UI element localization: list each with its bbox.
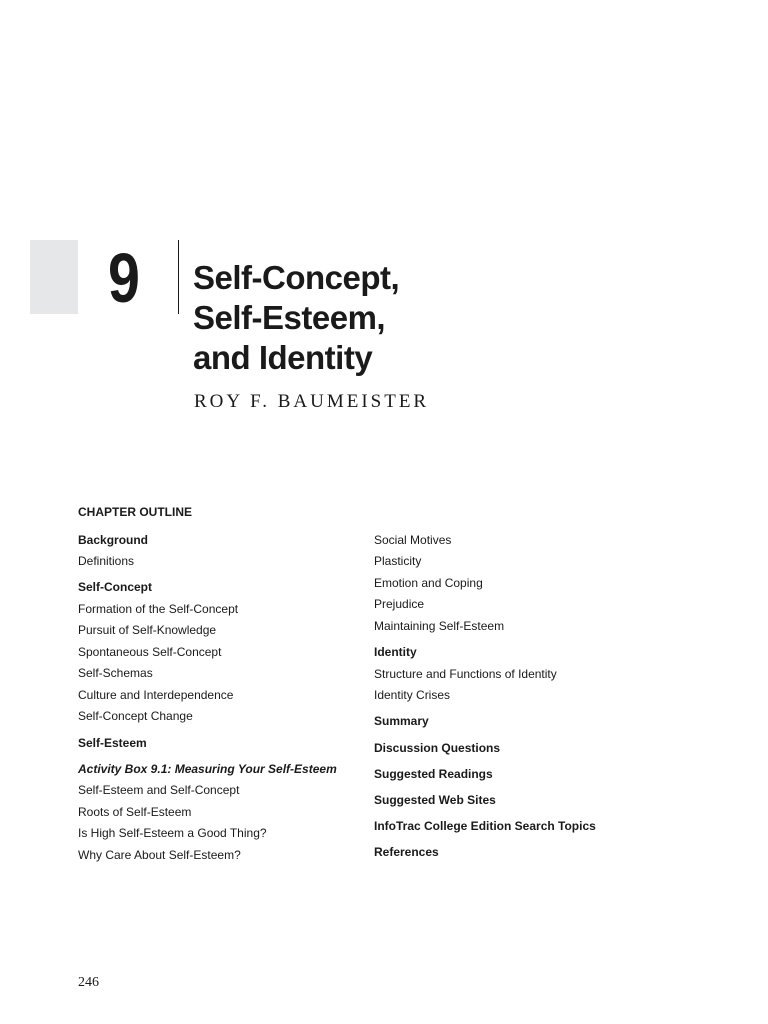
outline-entry: Emotion and Coping: [374, 576, 483, 590]
chapter-title: [193, 258, 399, 378]
outline-entry: Identity Crises: [374, 688, 451, 702]
outline-entry: Self-Concept Change: [78, 709, 193, 723]
outline-entry: Spontaneous Self-Concept: [78, 645, 222, 659]
chapter-title-line-2: Self-Esteem,: [193, 299, 386, 336]
outline-entry: Formation of the Self-Concept: [78, 602, 239, 616]
outline-section-heading: Suggested Readings: [374, 767, 493, 781]
outline-entry: Roots of Self-Esteem: [78, 805, 192, 819]
outline-section-heading: Background: [78, 533, 149, 547]
page-number: 246: [78, 975, 99, 990]
outline-section-heading: Suggested Web Sites: [374, 793, 496, 807]
title-divider-rule: [178, 240, 179, 314]
outline-entry: Structure and Functions of Identity: [374, 667, 557, 681]
outline-entry: Pursuit of Self-Knowledge: [78, 623, 217, 637]
author-name: ROY F. BAUMEISTER: [194, 391, 430, 412]
chapter-title-line-3: and Identity: [193, 339, 373, 376]
outline-entry: Definitions: [78, 554, 135, 568]
outline-heading: CHAPTER OUTLINE: [78, 505, 192, 519]
outline-section-heading: Self-Concept: [78, 580, 153, 594]
outline-entry: Self-Esteem and Self-Concept: [78, 783, 240, 797]
outline-entry: Prejudice: [374, 597, 425, 611]
chapter-tab-block: [30, 240, 78, 314]
outline-section-heading: Self-Esteem: [78, 736, 147, 750]
outline-section-heading: Summary: [374, 714, 429, 728]
outline-entry: Is High Self-Esteem a Good Thing?: [78, 826, 267, 840]
outline-section-heading: Activity Box 9.1: Measuring Your Self-Esteem: [78, 762, 337, 776]
outline-entry: Plasticity: [374, 554, 422, 568]
outline-section-heading: References: [374, 845, 439, 859]
chapter-number: 9: [108, 239, 139, 317]
chapter-title-line-1: Self-Concept,: [193, 259, 400, 296]
outline-section-heading: InfoTrac College Edition Search Topics: [374, 819, 596, 833]
outline-section-heading: Identity: [374, 645, 417, 659]
outline-entry: Self-Schemas: [78, 666, 153, 680]
outline-entry: Social Motives: [374, 533, 452, 547]
outline-entry: Why Care About Self-Esteem?: [78, 848, 241, 862]
outline-entry: Culture and Interdependence: [78, 688, 234, 702]
outline-section-heading: Discussion Questions: [374, 741, 501, 755]
outline-entry: Maintaining Self-Esteem: [374, 619, 505, 633]
